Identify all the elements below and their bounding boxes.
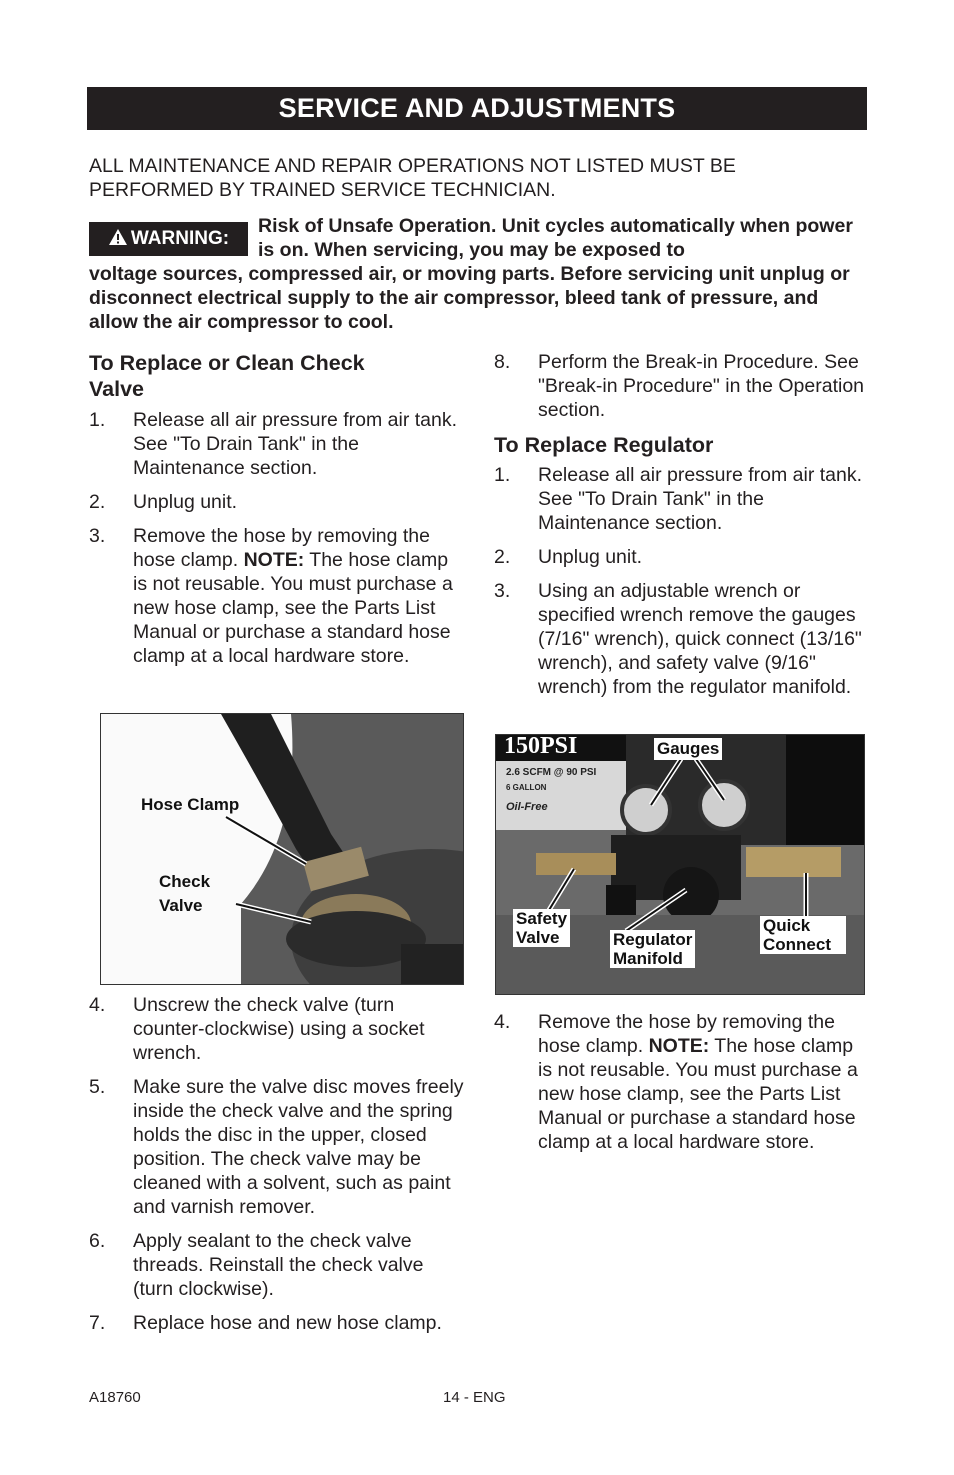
gallon-label: 6 GALLON [506,783,547,792]
step-text: The hose clamp is not reusable. You must purchase a new hose clamp, see the Parts List Manual or purchase a standard hose clamp at a local hardware store. [133,549,453,667]
step-number: 4. [89,994,106,1016]
check-valve-photo [100,713,464,985]
step-text: Using an adjustable wrench or specified wrench remove the gauges (7/16" wrench), quick connect (13/16" wrench), and safety valve (9/16" wrench) from the regulator manifold. [538,580,862,698]
warning-line-2: voltage sources, compressed air, or moving parts. Before servicing unit unplug or disconnect electrical supply to the air compressor, bleed tank of pressure, and allow the air compressor to cool. [89,263,850,333]
step-number: 1. [89,409,106,431]
safety-valve-label-line: Safety [516,909,568,928]
regulator-heading: To Replace Regulator [494,433,714,457]
check-valve-label-1: Check [159,872,211,891]
step-text: Remove the hose by removing the hose clamp. [538,1011,835,1057]
list-item [494,545,866,569]
step-number: 5. [89,1076,106,1098]
quick-connect-label-line: Quick [763,916,811,935]
psi-label: 150PSI [504,734,578,759]
intro-line: ALL MAINTENANCE AND REPAIR OPERATIONS NOT LISTED MUST BE [89,155,736,177]
list-item [89,1311,464,1335]
list-item [494,463,866,535]
gauges-label: Gauges [654,738,722,760]
quick-connect-label-line: Connect [763,935,831,954]
step-number: 2. [89,491,106,513]
step-text: Unplug unit. [133,491,238,513]
page-number: 14 - ENG [443,1389,506,1406]
regulator-photo [495,734,865,995]
warning-label: WARNING: [130,228,230,249]
list-item [89,408,464,480]
step-number: 8. [494,351,511,373]
arrow-icon [101,714,463,984]
step-text: Remove the hose by removing the hose clamp. [133,525,430,571]
list-item [89,524,464,668]
list-item [494,1010,866,1154]
step-text: Perform the Break-in Procedure. See "Break-in Procedure" in the Operation section. [538,351,865,421]
safety-valve-label-line: Valve [516,928,560,947]
note-label: NOTE: [648,1035,710,1057]
warning-line-1: Risk of Unsafe Operation. Unit cycles automatically when power is on. When servicing, you may be exposed to [258,215,853,261]
step-number: 6. [89,1230,106,1252]
step-text: Unscrew the check valve (turn counter-clockwise) using a socket wrench. [133,994,425,1064]
step-text: Unplug unit. [538,546,643,568]
step-text: Replace hose and new hose clamp. [133,1312,442,1334]
step-text: Apply sealant to the check valve threads. Reinstall the check valve (turn clockwise). [133,1230,424,1300]
right-column [494,350,866,709]
check-valve-section [89,350,464,678]
step-number: 3. [89,525,106,547]
hose-clamp-label: Hose Clamp [141,795,240,814]
list-item [89,1075,464,1219]
warning-triangle-icon [108,224,128,258]
list-item [494,579,866,699]
regulator-steps-continued [494,1010,866,1164]
regulator-manifold-label-line: Manifold [613,949,683,968]
list-item [89,993,464,1065]
step-text: Make sure the valve disc moves freely inside the check valve and the spring holds the disc in the upper, closed position. The check valve may be cleaned with a solvent, such as paint and varnish remover. [133,1076,464,1218]
check-valve-label-2: Valve [159,896,203,915]
warning-badge [89,222,248,256]
intro-paragraph [89,154,849,202]
quick-connect-label [760,916,846,954]
note-label: NOTE: [243,549,305,571]
list-item [89,490,464,514]
oil-free-label: Oil-Free [506,801,548,813]
check-valve-heading: To Replace or Clean Check Valve [89,351,365,401]
step-number: 2. [494,546,511,568]
safety-valve-label [513,909,570,947]
step-number: 1. [494,464,511,486]
step-text: Release all air pressure from air tank. See "To Drain Tank" in the Maintenance section. [133,409,458,479]
regulator-manifold-label [610,930,695,968]
step-number: 3. [494,580,511,602]
step-text: The hose clamp is not reusable. You must purchase a new hose clamp, see the Parts List Manual or purchase a standard hose clamp at a local hardware store. [538,1035,858,1153]
check-valve-steps-continued [89,993,464,1345]
scfm-label: 2.6 SCFM @ 90 PSI [506,767,597,778]
intro-line: PERFORMED BY TRAINED SERVICE TECHNICIAN. [89,179,556,201]
list-item [494,350,866,422]
list-item [89,1229,464,1301]
step-text: Release all air pressure from air tank. See "To Drain Tank" in the Maintenance section. [538,464,863,534]
step-number: 4. [494,1011,511,1033]
step-number: 7. [89,1312,106,1334]
document-id: A18760 [89,1389,141,1406]
section-title: SERVICE AND ADJUSTMENTS [87,87,867,130]
regulator-manifold-label-line: Regulator [613,930,693,949]
